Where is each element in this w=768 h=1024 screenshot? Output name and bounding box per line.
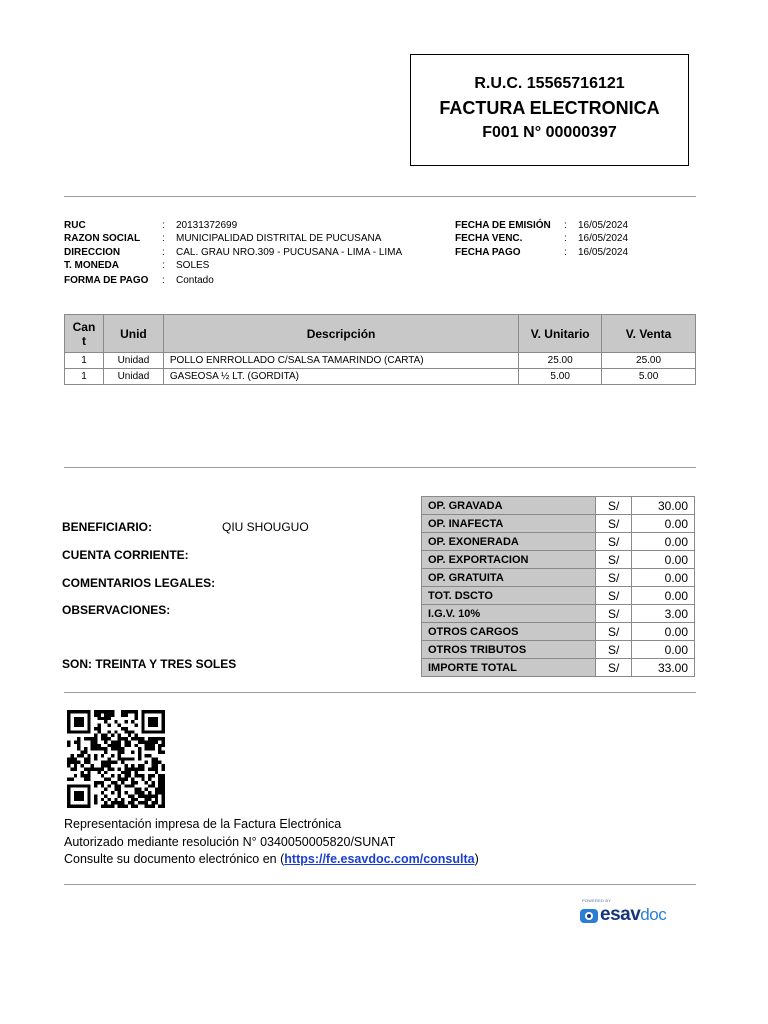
cell-qty: 1 — [65, 369, 104, 385]
totals-currency: S/ — [596, 497, 632, 515]
field-value: 20131372699 — [176, 220, 238, 231]
client-ruc-row — [64, 219, 402, 232]
items-table — [64, 314, 696, 385]
totals-currency: S/ — [596, 551, 632, 569]
table-row — [65, 353, 696, 369]
cell-unit-price: 5.00 — [519, 369, 602, 385]
totals-amount: 33.00 — [632, 659, 695, 677]
totals-row — [422, 533, 695, 551]
cuenta-label: CUENTA CORRIENTE: — [62, 548, 189, 562]
powered-by-text: POWERED BY — [582, 898, 612, 903]
beneficiario-label: BENEFICIARIO: — [62, 520, 152, 534]
logo-name-doc: doc — [640, 905, 667, 924]
divider — [64, 467, 696, 468]
col-header-total: V. Venta — [602, 315, 696, 353]
totals-amount: 0.00 — [632, 551, 695, 569]
totals-amount: 0.00 — [632, 623, 695, 641]
totals-amount: 0.00 — [632, 533, 695, 551]
footer-line-1: Representación impresa de la Factura Electrónica — [64, 817, 342, 831]
totals-amount: 3.00 — [632, 605, 695, 623]
totals-row — [422, 569, 695, 587]
totals-currency: S/ — [596, 641, 632, 659]
observaciones-label: OBSERVACIONES: — [62, 603, 171, 617]
field-value: 16/05/2024 — [578, 233, 629, 245]
totals-row — [422, 587, 695, 605]
logo-mark-icon — [580, 909, 598, 923]
invoice-id-box — [410, 54, 689, 166]
doc-type: FACTURA ELECTRONICA — [439, 98, 660, 118]
cell-unit: Unidad — [103, 353, 163, 369]
totals-row — [422, 551, 695, 569]
totals-label: OTROS TRIBUTOS — [422, 641, 596, 659]
col-header-qty: Can t — [65, 315, 104, 353]
field-sep: : — [564, 220, 567, 231]
totals-table — [421, 496, 695, 677]
col-header-unit: Unid — [103, 315, 163, 353]
field-label: DIRECCION — [64, 246, 121, 258]
totals-currency: S/ — [596, 587, 632, 605]
field-value: MUNICIPALIDAD DISTRITAL DE PUCUSANA — [176, 233, 382, 245]
field-label: RUC — [64, 220, 86, 231]
field-label: FECHA PAGO — [455, 246, 521, 258]
totals-label: OTROS CARGOS — [422, 623, 596, 641]
table-header-row — [65, 315, 696, 353]
divider — [64, 692, 696, 693]
totals-currency: S/ — [596, 659, 632, 677]
cell-total: 25.00 — [602, 353, 696, 369]
field-value: CAL. GRAU NRO.309 - PUCUSANA - LIMA - LIMA — [176, 246, 403, 258]
date-pago-row — [455, 246, 628, 259]
totals-row — [422, 605, 695, 623]
field-sep: : — [162, 233, 165, 245]
totals-row — [422, 641, 695, 659]
totals-amount: 0.00 — [632, 587, 695, 605]
cell-desc: POLLO ENRROLLADO C/SALSA TAMARINDO (CARTA) — [163, 353, 518, 369]
client-moneda-row — [64, 259, 402, 272]
qr-code-icon — [64, 710, 168, 808]
logo-wordmark — [600, 904, 666, 926]
field-sep: : — [162, 275, 165, 286]
totals-currency: S/ — [596, 623, 632, 641]
field-value: Contado — [176, 275, 214, 286]
cell-total: 5.00 — [602, 369, 696, 385]
totals-row — [422, 515, 695, 533]
totals-currency: S/ — [596, 605, 632, 623]
footer-line-2: Autorizado mediante resolución N° 0340050005820/SUNAT — [64, 834, 396, 849]
divider — [64, 884, 696, 885]
field-sep: : — [162, 260, 165, 272]
client-razon-row — [64, 232, 402, 245]
totals-label: OP. EXPORTACION — [422, 551, 596, 569]
field-sep: : — [564, 246, 567, 258]
field-value: 16/05/2024 — [578, 220, 629, 231]
client-info — [64, 219, 402, 273]
date-emision-row — [455, 219, 628, 232]
field-label: T. MONEDA — [64, 260, 119, 272]
totals-label: TOT. DSCTO — [422, 587, 596, 605]
beneficiario-value: QIU SHOUGUO — [222, 520, 309, 534]
totals-label: OP. GRATUITA — [422, 569, 596, 587]
col-header-desc: Descripción — [163, 315, 518, 353]
amount-in-words: SON: TREINTA Y TRES SOLES — [62, 657, 237, 671]
cell-qty: 1 — [65, 353, 104, 369]
field-label: FECHA DE EMISIÓN — [455, 220, 551, 231]
totals-amount: 0.00 — [632, 569, 695, 587]
comentarios-label: COMENTARIOS LEGALES: — [62, 576, 216, 590]
col-header-unit-price: V. Unitario — [519, 315, 602, 353]
consulta-link[interactable]: https://fe.esavdoc.com/consulta — [284, 852, 475, 866]
totals-label: OP. EXONERADA — [422, 533, 596, 551]
totals-row — [422, 623, 695, 641]
totals-row — [422, 497, 695, 515]
esavdoc-logo — [580, 898, 690, 930]
table-row — [65, 369, 696, 385]
field-value: 16/05/2024 — [578, 246, 629, 258]
totals-amount: 0.00 — [632, 515, 695, 533]
cell-unit: Unidad — [103, 369, 163, 385]
doc-number: F001 N° 00000397 — [482, 124, 617, 141]
totals-label: IMPORTE TOTAL — [422, 659, 596, 677]
totals-currency: S/ — [596, 569, 632, 587]
cell-unit-price: 25.00 — [519, 353, 602, 369]
footer-suffix: ) — [474, 852, 479, 866]
date-venc-row — [455, 232, 628, 245]
logo-name-main: esav — [600, 904, 641, 925]
cell-desc: GASEOSA ½ LT. (GORDITA) — [163, 369, 518, 385]
field-sep: : — [564, 233, 567, 245]
ruc-line: R.U.C. 15565716121 — [474, 75, 625, 92]
date-info — [455, 219, 628, 259]
totals-label: I.G.V. 10% — [422, 605, 596, 623]
field-label: FORMA DE PAGO — [64, 275, 149, 286]
legal-footer — [64, 816, 479, 869]
footer-line-3 — [64, 851, 479, 869]
field-label: RAZON SOCIAL — [64, 233, 141, 245]
totals-currency: S/ — [596, 515, 632, 533]
payment-form-row — [64, 275, 214, 286]
field-sep: : — [162, 246, 165, 258]
totals-label: OP. INAFECTA — [422, 515, 596, 533]
client-direccion-row — [64, 246, 402, 259]
totals-amount: 0.00 — [632, 641, 695, 659]
footer-prefix: Consulte su documento electrónico en ( — [64, 852, 285, 866]
field-label: FECHA VENC. — [455, 233, 523, 245]
totals-row — [422, 659, 695, 677]
field-sep: : — [162, 220, 165, 231]
totals-amount: 30.00 — [632, 497, 695, 515]
field-value: SOLES — [176, 260, 210, 272]
totals-label: OP. GRAVADA — [422, 497, 596, 515]
divider — [64, 196, 696, 197]
totals-currency: S/ — [596, 533, 632, 551]
